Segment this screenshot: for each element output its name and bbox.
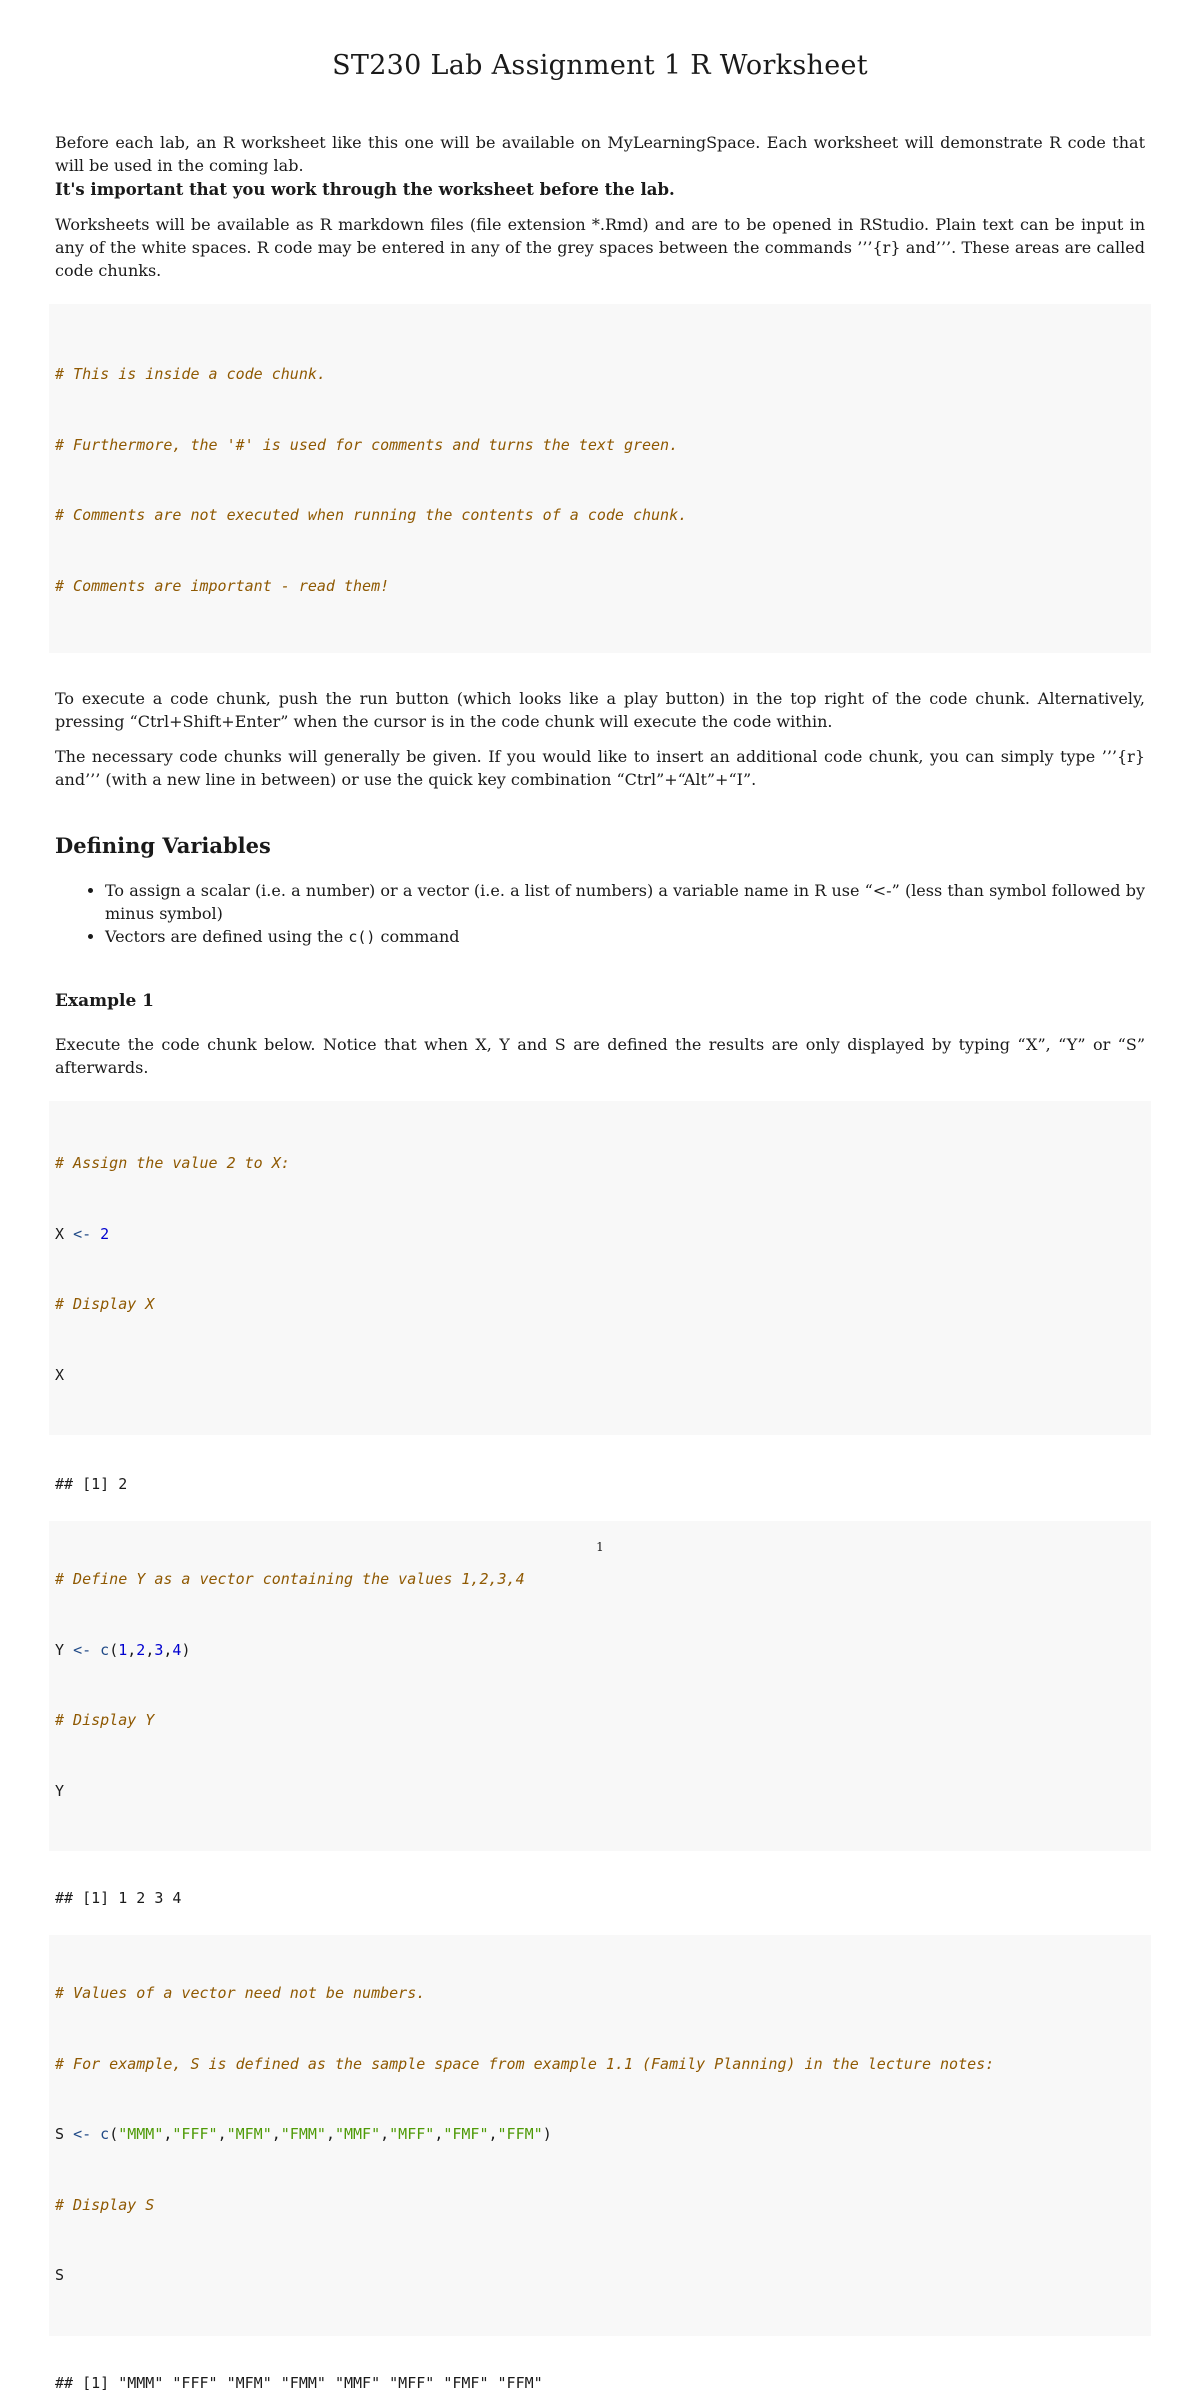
variables-bullet-list <box>55 879 1145 949</box>
code-output: ## [1] 1 2 3 4 <box>55 1889 182 1907</box>
list-item: • To assign a scalar (i.e. a number) or a vector (i.e. a list of numbers) a variable name in R use “<-” (less than symbol followed by minus symbol) <box>105 879 1145 925</box>
code-chunk-example-y[interactable] <box>49 1521 1151 1851</box>
code-line: Y <box>55 1781 65 1800</box>
code-comment: # Values of a vector need not be numbers. <box>55 1984 426 2002</box>
example-paragraph: Execute the code chunk below. Notice that when X, Y and S are defined the results are only displayed by typing “X”, “Y” or “S” afterwards. <box>55 1035 1145 1077</box>
code-chunk-intro[interactable] <box>49 304 1151 653</box>
code-comment: # Comments are not executed when running the contents of a code chunk. <box>55 506 688 524</box>
execute-paragraph: To execute a code chunk, push the run button (which looks like a play button) in the top right of the code chunk. Alternatively, pressing “Ctrl+Shift+Enter” when the cursor is in the code chunk will execute the code within. <box>55 689 1145 731</box>
code-comment: # Display Y <box>55 1711 155 1729</box>
code-comment: # For example, S is defined as the sample space from example 1.1 (Family Planning) in the lecture notes: <box>55 2054 995 2073</box>
insert-chunk-paragraph: The necessary code chunks will generally be given. If you would like to insert an additional code chunk, you can simply type ’’’{r} and’’’ (with a new line in between) or use the quick key combination “Ctrl”+“Alt”+“I”. <box>55 747 1145 789</box>
code-chunk-example-x[interactable] <box>49 1101 1151 1435</box>
important-note: It's important that you work through the worksheet before the lab. <box>55 180 675 199</box>
example-heading: Example 1 <box>55 991 155 1011</box>
code-comment: # Furthermore, the '#' is used for comments and turns the text green. <box>55 435 679 454</box>
code-line: S <box>55 2266 65 2284</box>
code-line: X <- 2 <box>55 1224 110 1243</box>
code-line: S <- c("MMM","FFF","MFM","FMM","MMF","MFF","FMF","FFM") <box>55 2125 552 2143</box>
code-comment: # Display S <box>55 2195 155 2214</box>
page-title: ST230 Lab Assignment 1 R Worksheet <box>332 50 868 81</box>
code-line: X <box>55 1365 65 1384</box>
code-chunk-example-s[interactable] <box>49 1935 1151 2336</box>
section-heading-defining-variables: Defining Variables <box>55 833 271 858</box>
markdown-paragraph: Worksheets will be available as R markdown files (file extension *.Rmd) and are to be opened in RStudio. Plain text can be input in any of the white spaces. R code may be entered in any of the grey spaces between the commands ’’’{r} and’’’. These areas are called code chunks. <box>55 215 1145 280</box>
document-page <box>55 0 1145 2395</box>
page-number: 1 <box>596 1540 604 1554</box>
code-comment: # Comments are important - read them! <box>55 576 390 595</box>
code-line: Y <- c(1,2,3,4) <box>55 1640 191 1659</box>
code-output: ## [1] 2 <box>55 1475 128 1493</box>
code-comment: # Assign the value 2 to X: <box>55 1154 290 1172</box>
inline-code: c() <box>348 928 376 946</box>
intro-paragraph: Before each lab, an R worksheet like this one will be available on MyLearningSpace. Each worksheet will demonstrate R code that will be used in the coming lab. <box>55 133 1145 175</box>
list-item: • Vectors are defined using the c() command <box>105 925 1145 949</box>
code-comment: # This is inside a code chunk. <box>55 365 326 383</box>
code-comment: # Display X <box>55 1295 155 1313</box>
code-output: ## [1] "MMM" "FFF" "MFM" "FMM" "MMF" "MFF" "FMF" "FFM" <box>55 2373 543 2392</box>
code-comment: # Define Y as a vector containing the values 1,2,3,4 <box>55 1570 525 1588</box>
